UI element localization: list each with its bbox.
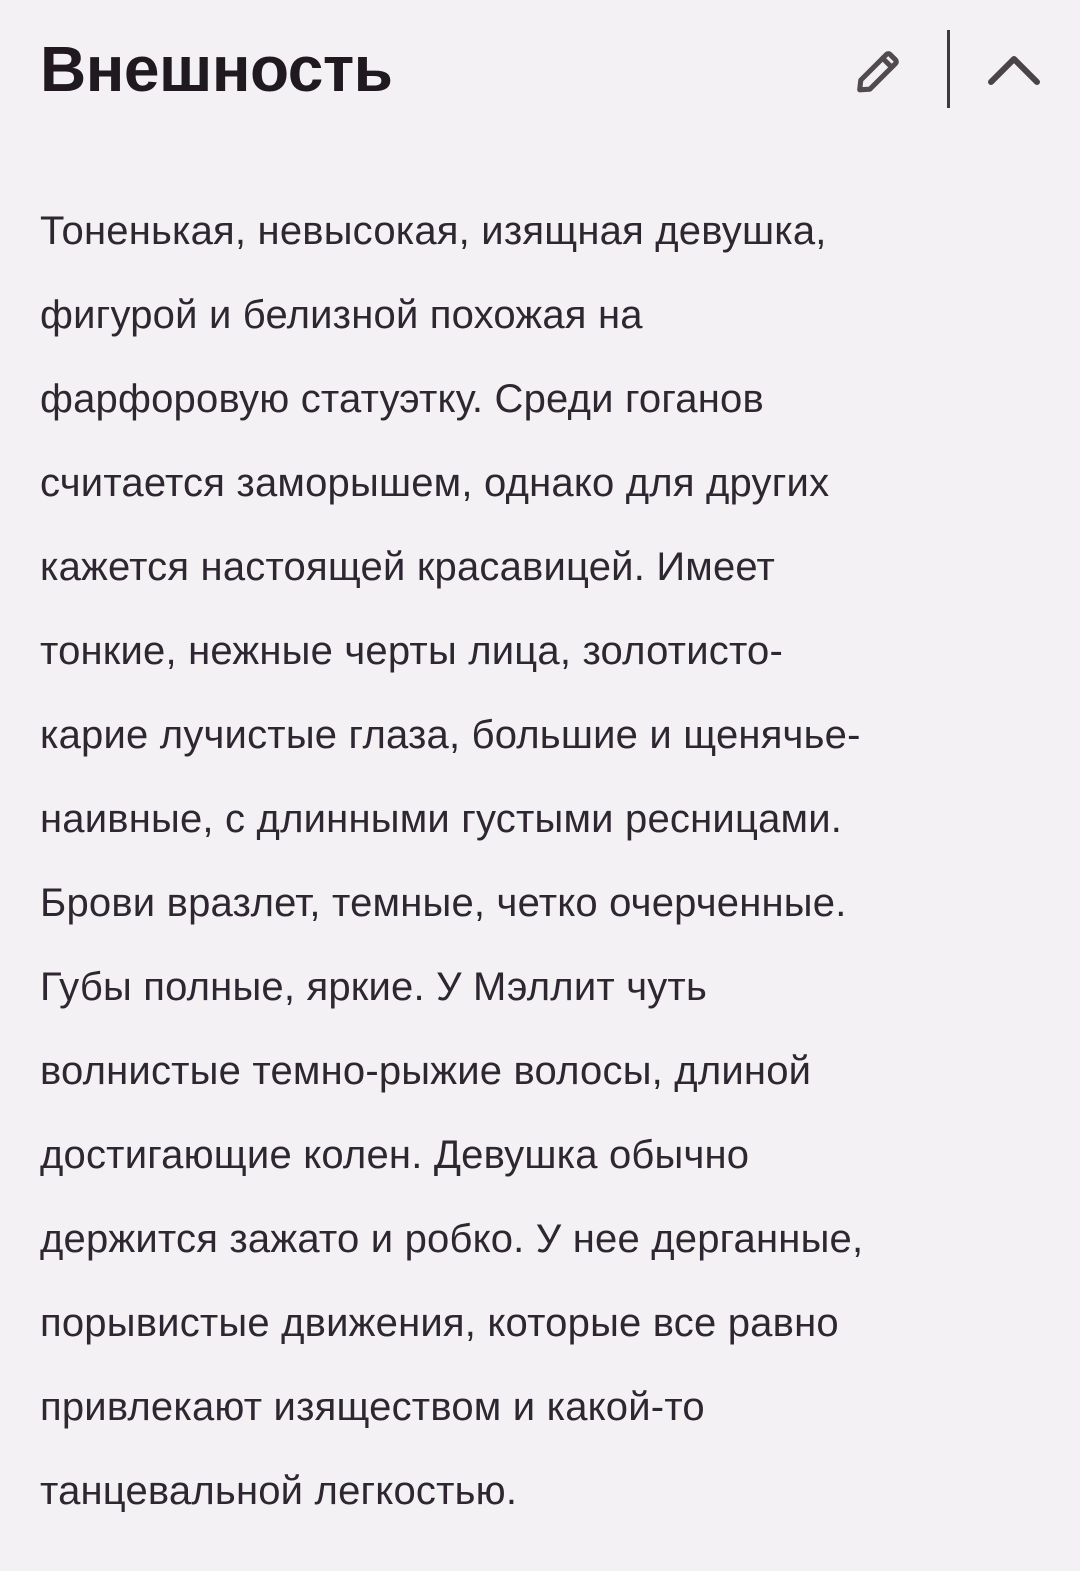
section-content <box>0 189 1080 1533</box>
section-header-controls <box>851 30 1042 108</box>
edit-section-button[interactable] <box>851 38 909 100</box>
collapse-section-button[interactable] <box>986 51 1042 87</box>
chevron-up-icon <box>986 51 1042 87</box>
section-title: Внешность <box>40 33 393 105</box>
header-divider <box>947 30 950 108</box>
section-header <box>0 0 1080 108</box>
pencil-icon <box>851 38 909 100</box>
appearance-paragraph: Тоненькая, невысокая, изящная девушка, фигурой и белизной похожая на фарфоровую статуэтку. Среди гоганов считается заморышем, однако для других кажется настоящей красавицей. Имеет тонкие, нежные черты лица, золотисто- карие лучистые глаза, большие и щенячье- наивные, с длинными густыми ресницами. Брови вразлет, темные, четко очерченные. Губы полные, яркие. У Мэллит чуть волнистые темно-рыжие волосы, длиной достигающие колен. Девушка обычно держится зажато и робко. У нее дерганные, порывистые движения, которые все равно привлекают изяществом и какой-то танцевальной легкостью. <box>40 209 864 1513</box>
